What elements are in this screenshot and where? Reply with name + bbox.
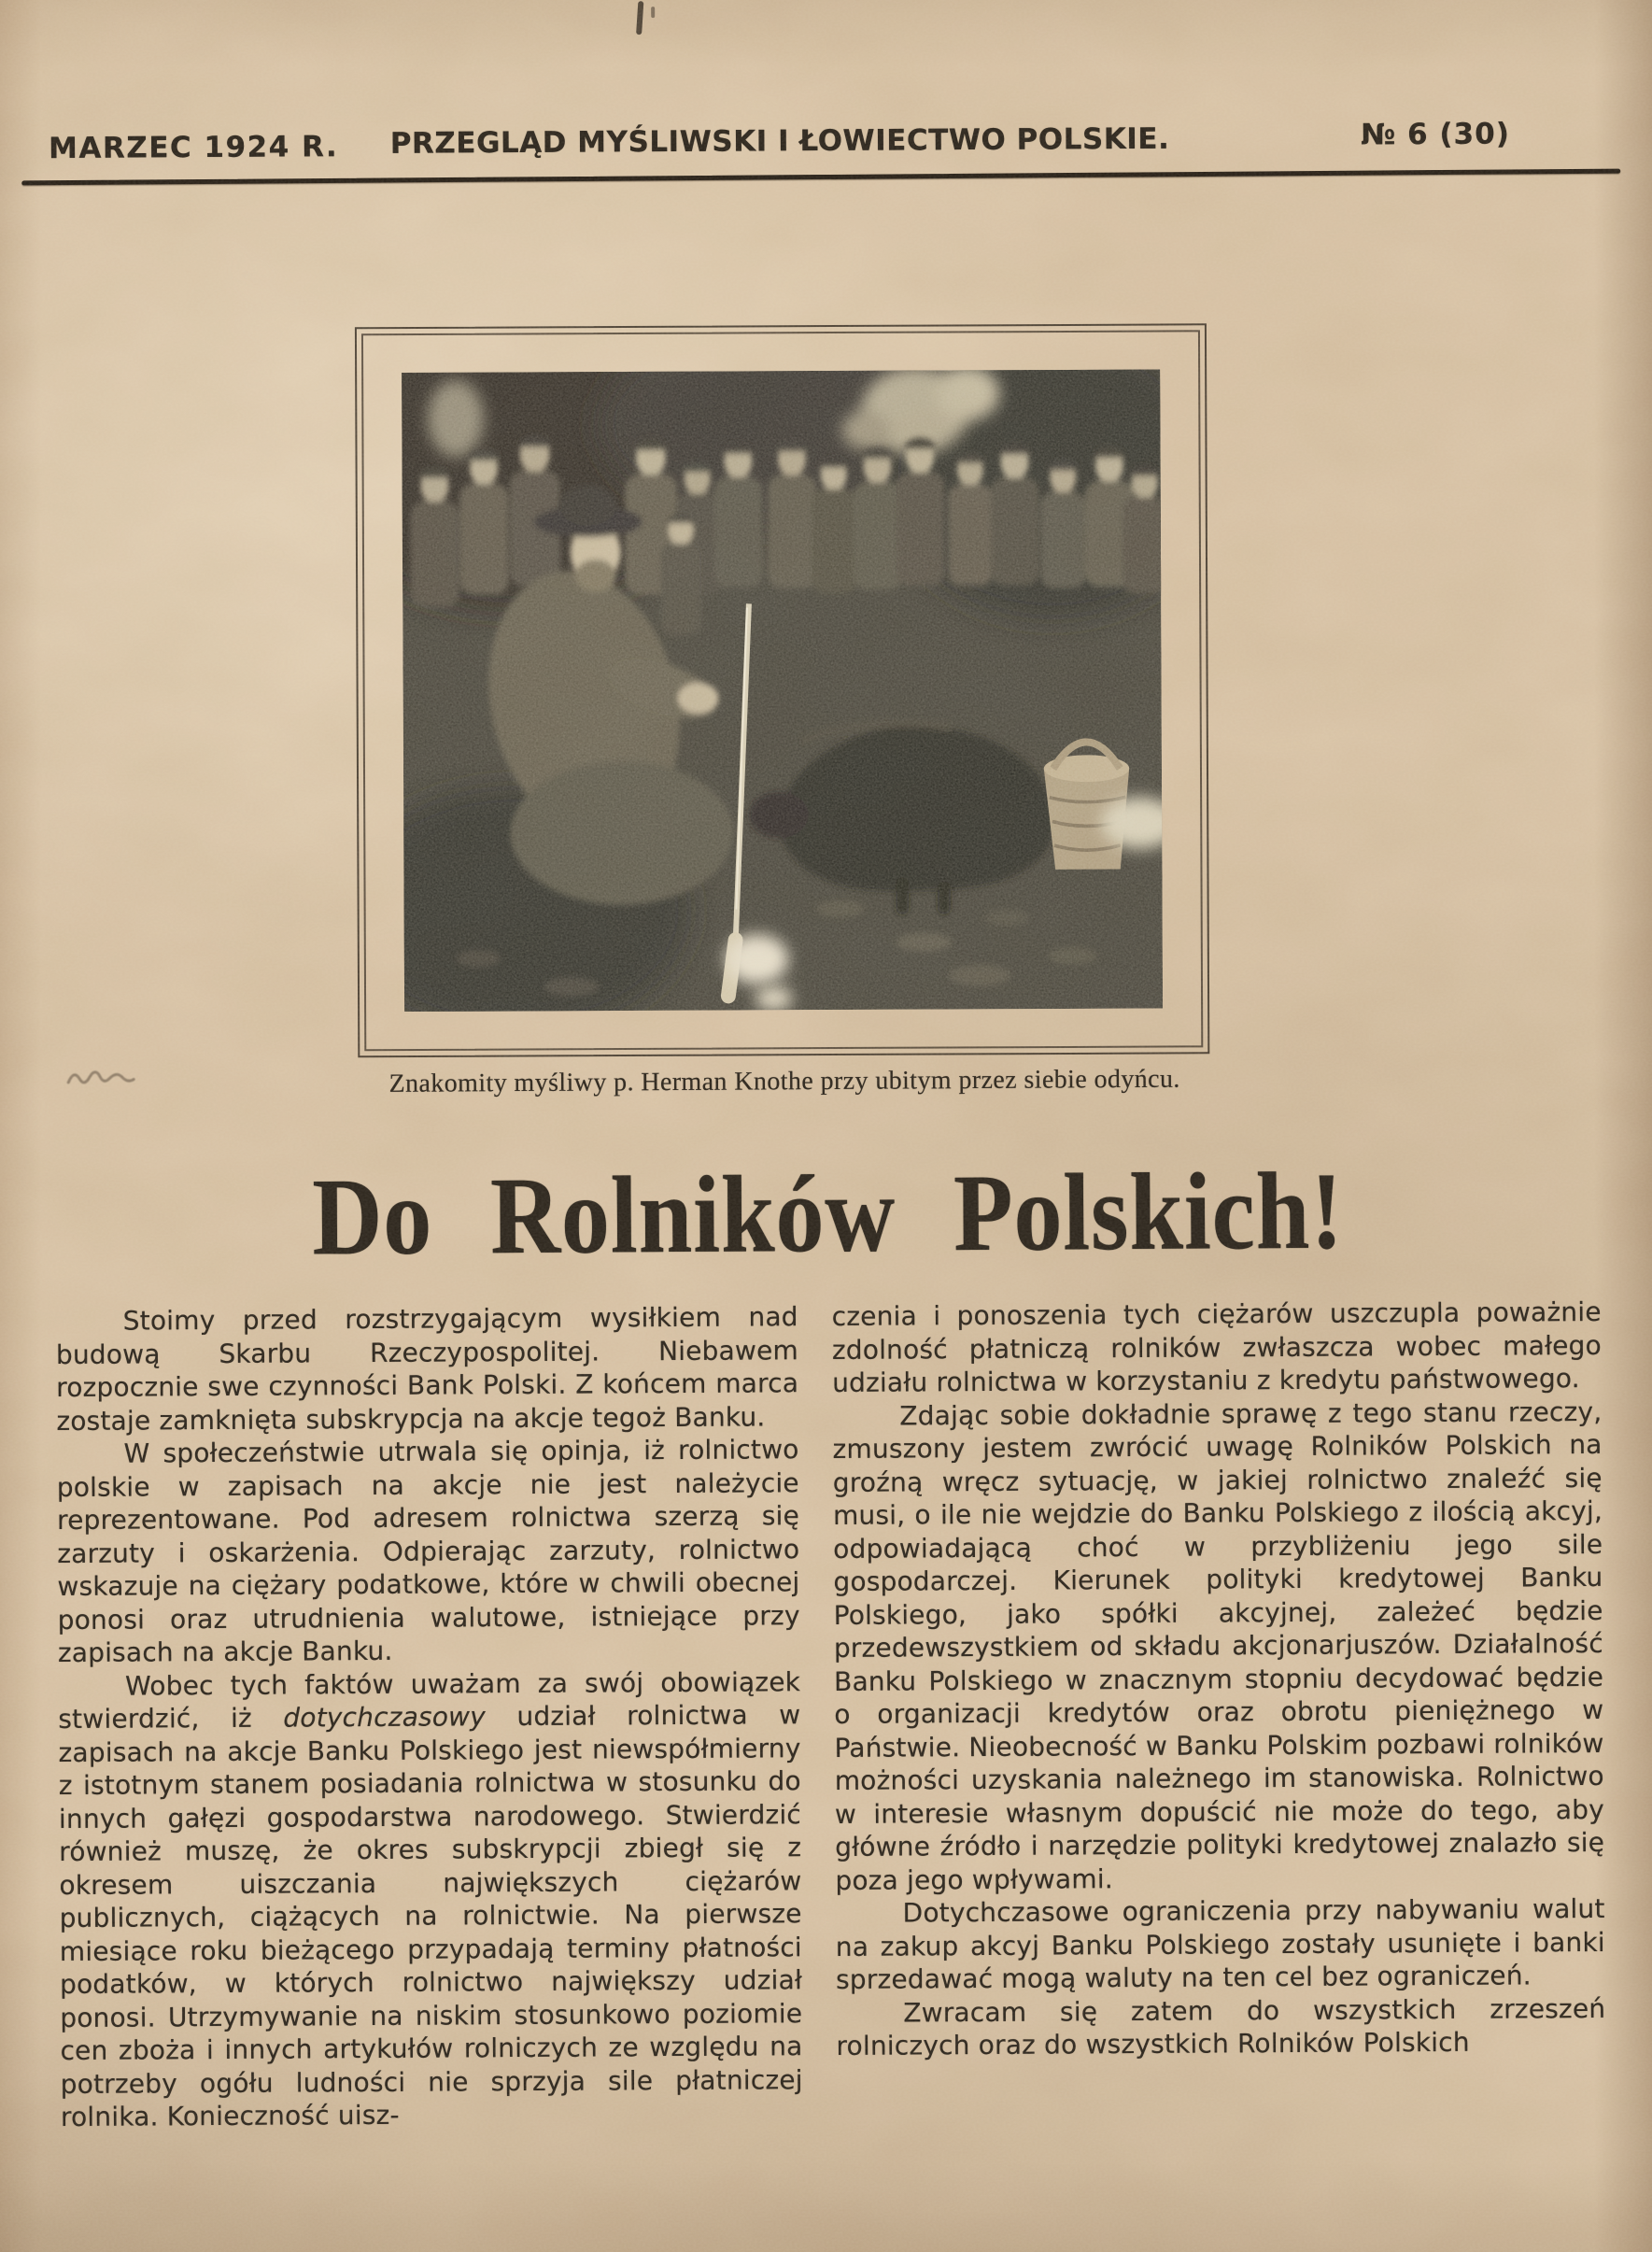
paragraph bbox=[58, 1665, 803, 2134]
journal-title: PRZEGLĄD MYŚLIWSKI I ŁOWIECTWO POLSKIE. bbox=[389, 121, 1170, 161]
margin-smudge bbox=[64, 1055, 139, 1097]
header-date: MARZEC 1924 R. bbox=[48, 130, 339, 166]
paragraph: Zdając sobie dokładnie sprawę z tego stanu rzeczy, zmuszony jestem zwrócić uwagę Rolników Polskich na groźną wręcz sytuację, w jakiej rolnictwo znaleźć się musi, o ile nie wejdzie do Banku Polskiego z ilością akcyj, odpowiadającą choć w przybliżeniu jego sile gospodarczej. Kierunek polityki kredytowej Banku Polskiego, jako spółki akcyjnej, zależeć będzie przedewszystkiem od składu akcjonarjuszów. Działalność Banku Polskiego w znacznym stopniu decydować będzie o organizacji kredytów oraz obrotu pieniężnego w Państwie. Nieobecność w Banku Polskim pozbawi rolników możności uzyskania należnego im stanowiska. Rolnictwo w interesie własnym dopuścić nie może do tego, aby główne źródło i narzędzie polityki kredytowej znalazło się poza jego wpływami. bbox=[832, 1395, 1605, 1896]
photo-frame-inner bbox=[361, 330, 1203, 1051]
scan-artifact bbox=[651, 7, 655, 18]
column-left bbox=[56, 1300, 803, 2133]
scan-artifact bbox=[636, 1, 643, 35]
emphasized-word: dotychczasowy bbox=[283, 1701, 487, 1734]
paragraph: Stoimy przed rozstrzygającym wysiłkiem nad budową Skarbu Rzeczypospolitej. Niebawem rozpocznie swe czynności Bank Polski. Z końcem marca zostaje zamknięta subskrypcja na akcje tegoż Banku. bbox=[55, 1301, 799, 1437]
paragraph-text: udział rolnictwa w zapisach na akcje Banku Polskiego jest niewspółmierny z istotnym stanem posiadania rolnictwa w stosunku do innych gałęzi gospodarstwa narodowego. Stwierdzić również muszę, że okres subskrypcji zbiegł się z okresem uiszczania największych ciężarów publicznych, ciążących na rolnictwie. Na pierwsze miesiące roku bieżącego przypadają terminy płatności podatków, w których rolnictwo największy udział ponosi. Utrzymywanie na niskim stosunkowo poziomie cen zboża i innych artykułów rolniczych ze względu na potrzeby ogółu ludności nie sprzyja sile płatniczej rolnika. Konieczność uisz- bbox=[58, 1699, 803, 2133]
paragraph: Dotychczasowe ograniczenia przy nabywaniu walut na zakup akcyj Banku Polskiego zostały usunięte i banki sprzedawać mogą waluty na ten cel bez ograniczeń. bbox=[835, 1892, 1605, 1995]
photo-frame bbox=[355, 323, 1209, 1057]
paragraph-text: Wobec tych faktów uważam za swój obowiązek stwierdzić, iż bbox=[58, 1665, 801, 1735]
header-rule bbox=[21, 169, 1620, 186]
issue-number: № 6 (30) bbox=[1360, 117, 1511, 152]
article-title: Do Rolników Polskich! bbox=[311, 1149, 1345, 1279]
photo-caption: Znakomity myśliwy p. Herman Knothe przy ubitym przez siebie odyńcu. bbox=[388, 1064, 1180, 1098]
paragraph: Zwracam się zatem do wszystkich zrzeszeń rolniczych oraz do wszystkich Rolników Polskich bbox=[836, 1992, 1606, 2061]
column-right bbox=[832, 1296, 1606, 2063]
paragraph: W społeczeństwie utrwala się opinja, iż rolnictwo polskie w zapisach na akcje nie jest należycie reprezentowane. Pod adresem rolnictwa szerzą się zarzuty i oskarżenia. Odpierając zarzuty, rolnictwo wskazuje na ciężary podatkowe, które w chwili obecnej ponosi oraz utrudnienia walutowe, istniejące przy zapisach na akcje Banku. bbox=[56, 1434, 800, 1669]
paragraph: czenia i ponoszenia tych ciężarów uszczupla poważnie zdolność płatniczą rolników zwłaszcza wobec małego udziału rolnictwa w korzystaniu z kredytu państwowego. bbox=[831, 1296, 1603, 1398]
hunting-photo bbox=[402, 370, 1163, 1013]
